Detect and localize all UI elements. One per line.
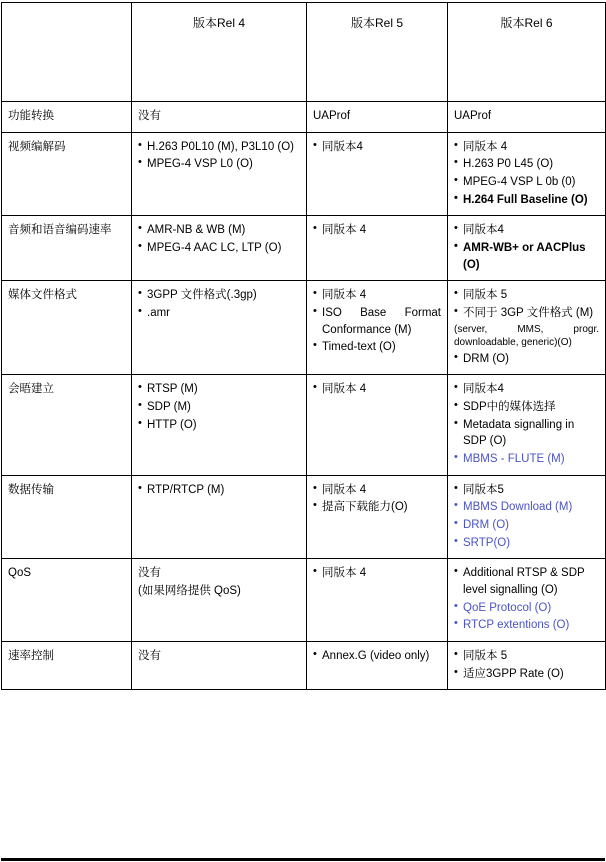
cell-item: • RTCP extentions (O) <box>454 617 599 634</box>
cell-item: • MBMS - FLUTE (M) <box>454 451 599 468</box>
cell-list <box>454 108 599 125</box>
table-cell <box>132 642 307 690</box>
cell-item: • SRTP(O) <box>454 535 599 552</box>
cell-item: • 同版本 4 <box>313 222 441 239</box>
cell-list <box>313 139 441 156</box>
cell-item: • Metadata signalling in SDP (O) <box>454 417 599 450</box>
table-cell <box>307 642 448 690</box>
row-label: QoS <box>2 559 132 642</box>
cell-item: • .amr <box>138 305 300 322</box>
table-cell <box>132 216 307 281</box>
cell-item: • 同版本 5 <box>454 287 599 304</box>
table-cell <box>307 132 448 216</box>
cell-list <box>138 381 300 433</box>
cell-list <box>454 139 599 209</box>
cell-list <box>454 287 599 367</box>
comparison-table <box>1 2 606 690</box>
cell-item: • MPEG-4 VSP L 0b (0) <box>454 174 599 191</box>
cell-item: • 同版本4 <box>313 139 441 156</box>
cell-item: 没有 <box>138 110 161 122</box>
table-cell <box>448 132 606 216</box>
table-row <box>2 475 606 559</box>
cell-item: • 同版本 4 <box>313 565 441 582</box>
cell-list <box>313 381 441 398</box>
row-label: 音频和语音编码速率 <box>2 216 132 281</box>
cell-item: • SDP (M) <box>138 399 300 416</box>
cell-list <box>313 482 441 516</box>
table-row <box>2 102 606 133</box>
cell-item: • 同版本4 <box>454 381 599 398</box>
cell-list <box>313 287 441 356</box>
table-cell <box>307 102 448 133</box>
table-cell <box>307 559 448 642</box>
cell-item: (server, MMS, progr. downloadable, generic)(O) <box>454 323 599 349</box>
cell-item: • 提高下载能力(O) <box>313 499 441 516</box>
table-body <box>2 3 606 690</box>
cell-item: • Annex.G (video only) <box>313 648 441 665</box>
cell-list <box>454 565 599 634</box>
table-row <box>2 375 606 475</box>
header-blank-cell <box>2 3 132 102</box>
table-cell <box>307 216 448 281</box>
table-row <box>2 642 606 690</box>
header-cell-rel5: 版本Rel 5 <box>307 3 448 102</box>
cell-item: • Timed-text (O) <box>313 339 441 356</box>
cell-item: • QoE Protocol (O) <box>454 600 599 617</box>
table-row <box>2 559 606 642</box>
table-cell <box>448 642 606 690</box>
table-cell <box>132 559 307 642</box>
table-cell <box>448 216 606 281</box>
table-header-row <box>2 3 606 102</box>
cell-list <box>454 381 599 467</box>
cell-item: • Additional RTSP & SDP level signalling (O) <box>454 565 599 598</box>
cell-item: (如果网络提供 QoS) <box>138 585 241 598</box>
table-row <box>2 216 606 281</box>
row-label: 视频编解码 <box>2 132 132 216</box>
cell-item: • HTTP (O) <box>138 417 300 434</box>
cell-list <box>138 482 300 499</box>
cell-item: 没有 <box>138 567 161 580</box>
cell-item: • 适应3GPP Rate (O) <box>454 666 599 683</box>
cell-list <box>313 222 441 239</box>
cell-list <box>454 482 599 552</box>
cell-item: • 同版本 4 <box>313 287 441 304</box>
table-cell <box>132 375 307 475</box>
row-label: 媒体文件格式 <box>2 281 132 375</box>
cell-list <box>138 565 300 599</box>
row-label: 数据传输 <box>2 475 132 559</box>
cell-item: • RTSP (M) <box>138 381 300 398</box>
table-cell <box>307 281 448 375</box>
cell-list <box>138 108 300 125</box>
cell-item: • DRM (O) <box>454 517 599 534</box>
cell-list <box>454 222 599 273</box>
cell-item: • AMR-WB+ or AACPlus (O) <box>454 240 599 273</box>
cell-item: • SDP中的媒体选择 <box>454 399 599 416</box>
cell-list <box>138 139 300 173</box>
table-row <box>2 281 606 375</box>
cell-item: • 同版本5 <box>454 482 599 499</box>
row-label: 会晤建立 <box>2 375 132 475</box>
table-cell <box>132 102 307 133</box>
cell-item: • MPEG-4 VSP L0 (O) <box>138 156 300 173</box>
cell-list <box>454 648 599 682</box>
table-cell <box>448 559 606 642</box>
header-cell-rel6: 版本Rel 6 <box>448 3 606 102</box>
cell-list <box>138 648 300 665</box>
cell-item: • 同版本 4 <box>313 381 441 398</box>
header-cell-rel4: 版本Rel 4 <box>132 3 307 102</box>
cell-item: • H.263 P0L10 (M), P3L10 (O) <box>138 139 300 156</box>
table-cell <box>132 475 307 559</box>
cell-list <box>138 222 300 256</box>
cell-item: • MBMS Download (M) <box>454 499 599 516</box>
cell-list <box>313 565 441 582</box>
cell-item: • MPEG-4 AAC LC, LTP (O) <box>138 240 300 257</box>
cell-item: • DRM (O) <box>454 351 599 368</box>
cell-item: • 同版本 5 <box>454 648 599 665</box>
document-page <box>0 2 606 862</box>
cell-item: UAProf <box>313 110 351 122</box>
cell-item: • 同版本 4 <box>313 482 441 499</box>
cell-list <box>313 108 441 125</box>
cell-item: • AMR-NB & WB (M) <box>138 222 300 239</box>
cell-list <box>138 287 300 321</box>
cell-item: 没有 <box>138 650 161 663</box>
cell-item: UAProf <box>454 110 492 122</box>
cell-item: • RTP/RTCP (M) <box>138 482 300 499</box>
cell-item: • H.264 Full Baseline (O) <box>454 192 599 209</box>
cell-item: • 同版本 4 <box>454 139 599 156</box>
cell-list <box>313 648 441 665</box>
table-cell <box>448 475 606 559</box>
cell-item: • 3GPP 文件格式(.3gp) <box>138 287 300 304</box>
row-label: 功能转换 <box>2 102 132 133</box>
cell-item: • 不同于 3GP 文件格式 (M) <box>454 305 599 322</box>
row-label: 速率控制 <box>2 642 132 690</box>
cell-item: • H.263 P0 L45 (O) <box>454 156 599 173</box>
table-cell <box>448 375 606 475</box>
cell-item: • ISO Base Format Conformance (M) <box>313 305 441 338</box>
table-cell <box>448 102 606 133</box>
table-cell <box>307 375 448 475</box>
table-row <box>2 132 606 216</box>
table-cell <box>132 281 307 375</box>
table-cell <box>448 281 606 375</box>
table-cell <box>132 132 307 216</box>
cell-item: • 同版本4 <box>454 222 599 239</box>
table-cell <box>307 475 448 559</box>
